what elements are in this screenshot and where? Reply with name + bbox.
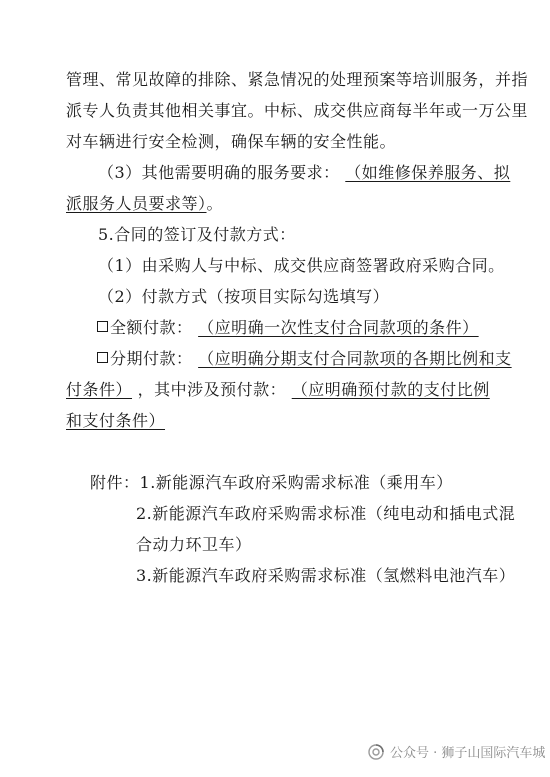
item3-end: 。	[206, 194, 224, 213]
watermark	[368, 742, 545, 761]
attachment-2-line2: 合动力环卫车）	[136, 535, 252, 554]
attachment-2-line1: 2.新能源汽车政府采购需求标准（纯电动和插电式混	[136, 504, 516, 523]
item3-line1	[98, 163, 510, 183]
watermark-text: 公众号 · 狮子山国际汽车城	[390, 746, 546, 761]
installment-mid: ，其中涉及预付款：	[137, 380, 287, 399]
section5-item2: （2）付款方式（按项目实际勾选填写）	[98, 287, 390, 306]
installment-line1	[97, 349, 512, 369]
installment-line2	[66, 380, 490, 400]
installment-label: 分期付款：	[110, 349, 193, 368]
item3-blank-1: （如维修保养服务、拟	[345, 163, 511, 182]
item3-label: （3）其他需要明确的服务要求：	[98, 163, 340, 182]
para1-line1: 管理、常见故障的排除、紧急情况的处理预案等培训服务，并指	[66, 70, 529, 89]
item3-blank-2: 派服务人员要求等）	[66, 194, 207, 213]
attachments-label: 附件：	[90, 473, 140, 492]
full-payment-label: 全额付款：	[110, 318, 193, 337]
para1-line3: 对车辆进行安全检测，确保车辆的安全性能。	[66, 132, 397, 151]
section5-title: 5.合同的签订及付款方式：	[98, 225, 296, 244]
installment-blank-4: 和支付条件）	[66, 411, 166, 430]
wechat-official-account-icon	[368, 744, 384, 760]
installment-blank-3: （应明确预付款的支付比例	[291, 380, 490, 399]
installment-blank-2: 付条件）	[66, 380, 133, 399]
full-payment-blank: （应明确一次性支付合同款项的条件）	[198, 318, 479, 337]
attachments-line1	[90, 473, 453, 493]
para1-line2: 派专人负责其他相关事宜。中标、成交供应商每半年或一万公里	[66, 101, 529, 120]
installment-blank-1: （应明确分期支付合同款项的各期比例和支	[198, 349, 512, 368]
item3-line2	[66, 194, 223, 214]
installment-line3	[66, 411, 165, 431]
checkbox-full-payment[interactable]	[97, 321, 108, 332]
checkbox-installment[interactable]	[97, 352, 108, 363]
attachment-1: 1.新能源汽车政府采购需求标准（乘用车）	[139, 473, 453, 492]
full-payment-line	[97, 318, 479, 338]
attachment-3: 3.新能源汽车政府采购需求标准（氢燃料电池汽车）	[136, 566, 516, 585]
section5-item1: （1）由采购人与中标、成交供应商签署政府采购合同。	[98, 256, 505, 275]
